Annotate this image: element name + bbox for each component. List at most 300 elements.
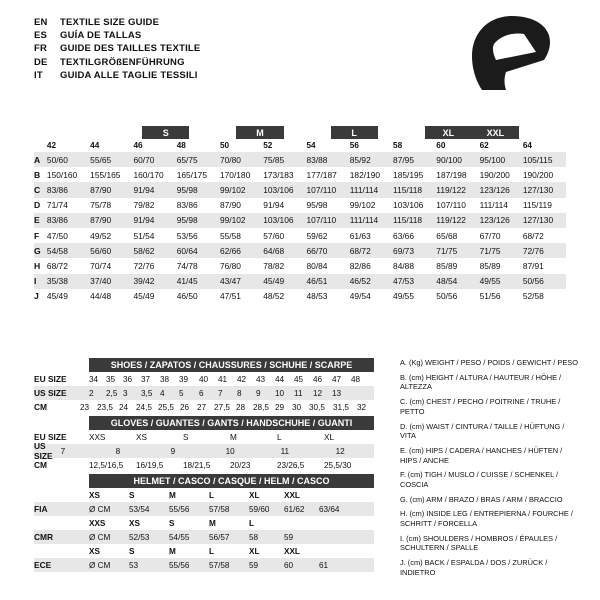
- cell: 55/56: [169, 504, 190, 514]
- cell: 43: [256, 374, 266, 384]
- gloves-cm-row: [34, 458, 374, 472]
- cell: 54/58: [46, 245, 68, 256]
- cell: 30,5: [309, 402, 325, 412]
- cell: 24: [119, 402, 129, 412]
- size-label: XS: [89, 490, 100, 500]
- cell: 35/38: [46, 276, 68, 287]
- size-label: XXS: [89, 518, 106, 528]
- cell: 78/82: [263, 260, 285, 271]
- cell: 75/85: [263, 154, 285, 165]
- cell: 47: [332, 374, 342, 384]
- cell: 185/195: [393, 169, 424, 180]
- cell: 70/80: [219, 154, 241, 165]
- cell: 50/60: [46, 154, 68, 165]
- cell: 103/106: [263, 184, 294, 195]
- cell: 52/53: [129, 532, 150, 542]
- cell: 9: [256, 388, 261, 398]
- cell: 25,5/30: [324, 460, 352, 470]
- cell: 160/170: [133, 169, 164, 180]
- cell: 55/58: [219, 230, 241, 241]
- header-blank: [48, 126, 95, 139]
- cell: 119/122: [436, 215, 466, 226]
- row-label: EU SIZE: [34, 432, 67, 442]
- table-row: [34, 228, 566, 243]
- cell: 25,5: [158, 402, 174, 412]
- cell: 48/53: [306, 291, 328, 302]
- cell: 37: [141, 374, 151, 384]
- cell: 190/200: [479, 169, 510, 180]
- cell: 111/114: [349, 215, 379, 226]
- cell: 42: [237, 374, 247, 384]
- unit-label: Ø CM: [89, 560, 111, 570]
- cell: 49/55: [393, 291, 414, 302]
- cell: 187/198: [436, 169, 467, 180]
- cell: 47/50: [46, 230, 68, 241]
- cell: 71/75: [436, 245, 458, 256]
- cell: 99/102: [349, 200, 376, 211]
- cell: 72/76: [522, 245, 544, 256]
- cell: 45/49: [46, 291, 68, 302]
- numeric-size-row: [34, 139, 566, 152]
- legend-item: H. (cm) INSIDE LEG / ENTREPIERNA / FOURCHE / SCHRITT / FORCELLA: [400, 509, 573, 529]
- legend-item: E. (cm) HIPS / CADERA / HANCHES / HÜFTEN / HIPS / ANCHE: [400, 445, 563, 465]
- cell: 165/175: [176, 169, 207, 180]
- cell: 50/56: [436, 291, 458, 302]
- cell: 91/94: [263, 200, 285, 211]
- cell: 23,5: [97, 402, 113, 412]
- cell: 115/118: [393, 184, 423, 195]
- cell: 59/62: [306, 230, 328, 241]
- cell: 57/60: [263, 230, 285, 241]
- cell: 83/86: [176, 200, 198, 211]
- shoes-section-title: SHOES / ZAPATOS / CHAUSSURES / SCHUHE / SCARPE: [89, 358, 374, 372]
- cell: 85/89: [436, 260, 458, 271]
- cell: 23: [80, 402, 90, 412]
- size-label: M: [209, 518, 216, 528]
- cell: 68/72: [349, 245, 371, 256]
- cell: 23/26,5: [277, 460, 305, 470]
- cell: 83/86: [46, 184, 68, 195]
- cell: 84/88: [393, 260, 414, 271]
- row-label: US SIZE: [34, 388, 67, 398]
- cell: 61/62: [284, 504, 305, 514]
- cell: 60: [284, 560, 294, 570]
- cell: 32: [357, 402, 367, 412]
- table-row: [34, 198, 566, 213]
- cell: 46: [313, 374, 323, 384]
- cell: 49/55: [479, 276, 501, 287]
- cell: 71/75: [479, 245, 501, 256]
- size-label: XS: [89, 546, 100, 556]
- cell: 123/126: [479, 184, 510, 195]
- cell: 61/63: [349, 230, 371, 241]
- cell: 65/68: [436, 230, 458, 241]
- numeric-size: 58: [393, 141, 403, 150]
- numeric-size: 48: [176, 141, 186, 150]
- cell: XXS: [89, 432, 106, 442]
- cell: 45/49: [133, 291, 155, 302]
- helmet-ece-row: [34, 558, 374, 572]
- cell: 68/72: [46, 260, 68, 271]
- row-label: CM: [34, 402, 48, 412]
- cell: 27,5: [214, 402, 230, 412]
- cell: 43/47: [219, 276, 241, 287]
- cell: 24,5: [136, 402, 152, 412]
- cell: 76/80: [219, 260, 241, 271]
- header-blank: [378, 126, 425, 139]
- cell: 66/70: [306, 245, 328, 256]
- helmet-ece-sizes-row: [34, 544, 374, 558]
- cell: 46/50: [176, 291, 198, 302]
- cell: 57/58: [209, 560, 230, 570]
- cell: 18/21,5: [183, 460, 211, 470]
- cell: 59: [249, 560, 259, 570]
- header-blank: [284, 126, 331, 139]
- cell: 70/74: [90, 260, 112, 271]
- cell: 59: [284, 532, 294, 542]
- cell: 53: [129, 560, 139, 570]
- cell: 29: [275, 402, 285, 412]
- numeric-size: 50: [219, 141, 230, 150]
- cell: 99/102: [219, 184, 246, 195]
- numeric-size: 60: [436, 141, 446, 150]
- table-row: [34, 213, 566, 228]
- cell: 51/56: [479, 291, 501, 302]
- cell: 45/49: [263, 276, 285, 287]
- language-row: [34, 29, 200, 42]
- table-row: [34, 182, 566, 197]
- shoes-cm-row: [34, 400, 374, 414]
- cell: 80/84: [306, 260, 328, 271]
- row-label: C: [34, 184, 41, 195]
- header-blank: [519, 126, 566, 139]
- cell: 51/54: [133, 230, 155, 241]
- language-text: GUIDE DES TAILLES TEXTILE: [60, 43, 201, 55]
- cell: 127/130: [522, 215, 554, 226]
- cell: 9: [170, 446, 176, 456]
- cell: 7: [218, 388, 223, 398]
- row-label: B: [34, 169, 41, 180]
- cell: 34: [89, 374, 99, 384]
- language-row: [34, 16, 200, 29]
- cell: 4: [160, 388, 165, 398]
- cell: 68/72: [522, 230, 544, 241]
- cell: 79/82: [133, 200, 155, 211]
- cell: 55/56: [169, 560, 190, 570]
- cell: 40: [199, 374, 209, 384]
- cell: 35: [106, 374, 116, 384]
- numeric-size: 62: [479, 141, 489, 150]
- language-row: [34, 69, 200, 82]
- language-title-list: [34, 16, 200, 82]
- table-row: [34, 289, 566, 304]
- cell: 48/54: [436, 276, 458, 287]
- size-band-l: L: [331, 126, 378, 139]
- cell: M: [230, 432, 237, 442]
- row-label: CMR: [34, 532, 54, 542]
- cell: XL: [324, 432, 335, 442]
- size-band-xxl: XXL: [472, 126, 519, 139]
- cell: 20/23: [230, 460, 251, 470]
- cell: 11: [294, 388, 303, 398]
- cell: 48/52: [263, 291, 285, 302]
- cell: 31,5: [333, 402, 349, 412]
- cell: 87/95: [393, 154, 414, 165]
- language-code: FR: [34, 43, 48, 55]
- cell: 36: [123, 374, 133, 384]
- size-label: S: [129, 546, 135, 556]
- cell: 46/52: [349, 276, 371, 287]
- cell: 115/118: [393, 215, 423, 226]
- cell: 83/86: [46, 215, 68, 226]
- helmet-fia-row: [34, 502, 374, 516]
- row-label: H: [34, 260, 41, 271]
- cell: 55/65: [90, 154, 112, 165]
- cell: 28: [236, 402, 246, 412]
- cell: 53/54: [129, 504, 150, 514]
- size-band-header-row: [34, 126, 566, 139]
- numeric-size: 56: [349, 141, 359, 150]
- cell: 87/90: [90, 184, 112, 195]
- cell: 8: [237, 388, 242, 398]
- main-size-table: [34, 126, 566, 304]
- cell: 127/130: [522, 184, 554, 195]
- cell: 170/180: [219, 169, 251, 180]
- table-row: [34, 243, 566, 258]
- cell: 57/58: [209, 504, 230, 514]
- cell: 10: [225, 446, 235, 456]
- cell: 67/70: [479, 230, 501, 241]
- cell: 44: [275, 374, 285, 384]
- cell: 90/100: [436, 154, 462, 165]
- cell: 16/19,5: [136, 460, 164, 470]
- cell: 150/160: [46, 169, 78, 180]
- cell: 182/190: [349, 169, 381, 180]
- table-row: [34, 167, 566, 182]
- helmet-cmr-sizes-row: [34, 516, 374, 530]
- cell: 47/51: [219, 291, 241, 302]
- row-label: I: [34, 276, 37, 287]
- row-label: E: [34, 215, 40, 226]
- size-band-m: M: [236, 126, 283, 139]
- cell: 44/48: [90, 291, 112, 302]
- cell: 41: [218, 374, 228, 384]
- helmet-section-title: HELMET / CASCO / CASQUE / HELM / CASCO: [89, 474, 374, 488]
- cell: 107/110: [436, 200, 466, 211]
- cell: 28,5: [253, 402, 269, 412]
- language-code: ES: [34, 30, 48, 42]
- cell: 39: [179, 374, 189, 384]
- row-label: J: [34, 291, 39, 302]
- cell: 3,5: [141, 388, 153, 398]
- cell: 53/56: [176, 230, 198, 241]
- language-code: IT: [34, 69, 43, 81]
- cell: 91/94: [133, 184, 155, 195]
- row-label: FIA: [34, 504, 48, 514]
- cell: 177/187: [306, 169, 337, 180]
- cell: 46/51: [306, 276, 328, 287]
- cell: 74/78: [176, 260, 198, 271]
- cell: 41/45: [176, 276, 198, 287]
- cell: 107/110: [306, 215, 337, 226]
- cell: 26: [180, 402, 190, 412]
- header-spacer: [34, 126, 48, 139]
- row-label: EU SIZE: [34, 374, 67, 384]
- cell: 107/110: [306, 184, 337, 195]
- language-row: [34, 42, 200, 55]
- language-code: DE: [34, 56, 48, 68]
- cell: 85/89: [479, 260, 501, 271]
- cell: 115/119: [522, 200, 552, 211]
- cell: 37/40: [90, 276, 112, 287]
- size-label: L: [209, 490, 215, 500]
- row-label: F: [34, 230, 40, 241]
- legend-item: I. (cm) SHOULDERS / HOMBROS / ÉPAULES / SCHULTERN / SPALLE: [400, 533, 558, 553]
- cell: 91/94: [133, 215, 155, 226]
- cell: 63/64: [319, 504, 340, 514]
- numeric-size: 64: [522, 141, 532, 150]
- size-label: XS: [129, 518, 140, 528]
- header-blank: [95, 126, 142, 139]
- cell: 49/54: [349, 291, 371, 302]
- cell: 103/106: [263, 215, 294, 226]
- cell: 50/56: [522, 276, 544, 287]
- cell: 13: [332, 388, 342, 398]
- row-label: CM: [34, 460, 48, 470]
- gloves-section-title: GLOVES / GUANTES / GANTS / HANDSCHUHE / GUANTI: [89, 416, 374, 430]
- cell: 155/165: [90, 169, 121, 180]
- cell: 69/73: [393, 245, 414, 256]
- cell: 87/90: [219, 200, 241, 211]
- language-text: TEXTILGRÖßENFÜHRUNG: [60, 56, 185, 68]
- cell: 75/78: [90, 200, 112, 211]
- cell: 5: [179, 388, 184, 398]
- table-row: [34, 274, 566, 289]
- bottom-tables: [34, 358, 374, 572]
- cell: 83/88: [306, 154, 328, 165]
- size-label: XXL: [284, 490, 300, 500]
- cell: 85/92: [349, 154, 371, 165]
- cell: 58: [249, 532, 259, 542]
- row-label: D: [34, 200, 41, 211]
- row-label: ECE: [34, 560, 52, 570]
- cell: 12,5/16,5: [89, 460, 124, 470]
- legend-item: C. (cm) CHEST / PECHO / POITRINE / TRUHE / PETTO: [400, 397, 561, 416]
- legend-item: G. (cm) ARM / BRAZO / BRAS / ARM / BRACCIO: [400, 494, 563, 504]
- row-label: US SIZE: [34, 441, 53, 461]
- cell: 72/76: [133, 260, 155, 271]
- shoes-eu-row: [34, 372, 374, 386]
- cell: 8: [115, 446, 121, 456]
- size-label: M: [169, 546, 176, 556]
- size-label: XL: [249, 490, 260, 500]
- cell: 58/62: [133, 245, 155, 256]
- size-label: S: [169, 518, 175, 528]
- helmet-cmr-row: [34, 530, 374, 544]
- language-text: GUÍA DE TALLAS: [60, 30, 142, 42]
- cell: 27: [197, 402, 207, 412]
- cell: 10: [275, 388, 285, 398]
- cell: 95/98: [176, 215, 198, 226]
- cell: 3: [123, 388, 128, 398]
- numeric-size: 42: [46, 141, 57, 150]
- cell: XS: [136, 432, 147, 442]
- size-label: S: [129, 490, 135, 500]
- legend-item: F. (cm) TIGH / MUSLO / CUISSE / SCHENKEL / COSCIA: [400, 470, 559, 489]
- cell: 12: [313, 388, 323, 398]
- cell: 12: [335, 446, 345, 456]
- row-label: A: [34, 154, 41, 165]
- numeric-size: 46: [133, 141, 143, 150]
- cell: 87/90: [90, 215, 112, 226]
- cell: 38: [160, 374, 170, 384]
- cell: 111/114: [349, 184, 379, 195]
- size-label: L: [249, 518, 255, 528]
- cell: S: [183, 432, 189, 442]
- cell: 64/68: [263, 245, 285, 256]
- size-label: XXL: [284, 546, 300, 556]
- cell: 30: [292, 402, 302, 412]
- cell: 60/64: [176, 245, 198, 256]
- unit-label: Ø CM: [89, 504, 111, 514]
- cell: 82/86: [349, 260, 371, 271]
- cell: 95/98: [176, 184, 198, 195]
- size-label: L: [209, 546, 215, 556]
- cell: 45: [294, 374, 304, 384]
- cell: 111/114: [479, 200, 508, 211]
- language-row: [34, 56, 200, 69]
- header-blank: [189, 126, 236, 139]
- cell: 39/42: [133, 276, 155, 287]
- size-label: M: [169, 490, 176, 500]
- legend-item: A. (Kg) WEIGHT / PESO / POIDS / GEWICHT / PESO: [400, 358, 578, 367]
- cell: 95/98: [306, 200, 328, 211]
- helmet-icon: [466, 14, 558, 98]
- numeric-size: 44: [90, 141, 100, 150]
- cell: 54/55: [169, 532, 190, 542]
- cell: 65/75: [176, 154, 198, 165]
- cell: 99/102: [219, 215, 246, 226]
- cell: 103/106: [393, 200, 424, 211]
- helmet-fia-sizes-row: [34, 488, 374, 502]
- measurement-legend: [400, 358, 580, 583]
- cell: 119/122: [436, 184, 466, 195]
- gloves-us-row: [34, 441, 374, 461]
- cell: 7: [60, 446, 66, 456]
- legend-item: J. (cm) BACK / ESPALDA / DOS / ZURÜCK / INDIETRO: [400, 558, 548, 577]
- size-label: XL: [249, 546, 260, 556]
- legend-item: B. (cm) HEIGHT / ALTURA / HAUTEUR / HÖHE / ALTEZZA: [400, 372, 562, 392]
- language-code: EN: [34, 17, 48, 28]
- numeric-size: 54: [306, 141, 316, 150]
- numeric-size: 52: [263, 141, 273, 150]
- gloves-eu-row: [34, 430, 374, 444]
- shoes-us-row: [34, 386, 374, 400]
- table-row: [34, 152, 566, 167]
- cell: 52/58: [522, 291, 544, 302]
- cell: L: [277, 432, 282, 442]
- size-band-xl: XL: [425, 126, 472, 139]
- cell: 59/60: [249, 504, 270, 514]
- cell: 11: [280, 446, 290, 456]
- cell: 105/115: [522, 154, 553, 165]
- language-text: GUIDA ALLE TAGLIE TESSILI: [60, 69, 198, 81]
- language-text: TEXTILE SIZE GUIDE: [60, 17, 160, 28]
- cell: 6: [199, 388, 204, 398]
- row-label: G: [34, 245, 41, 256]
- cell: 173/183: [263, 169, 294, 180]
- cell: 123/126: [479, 215, 510, 226]
